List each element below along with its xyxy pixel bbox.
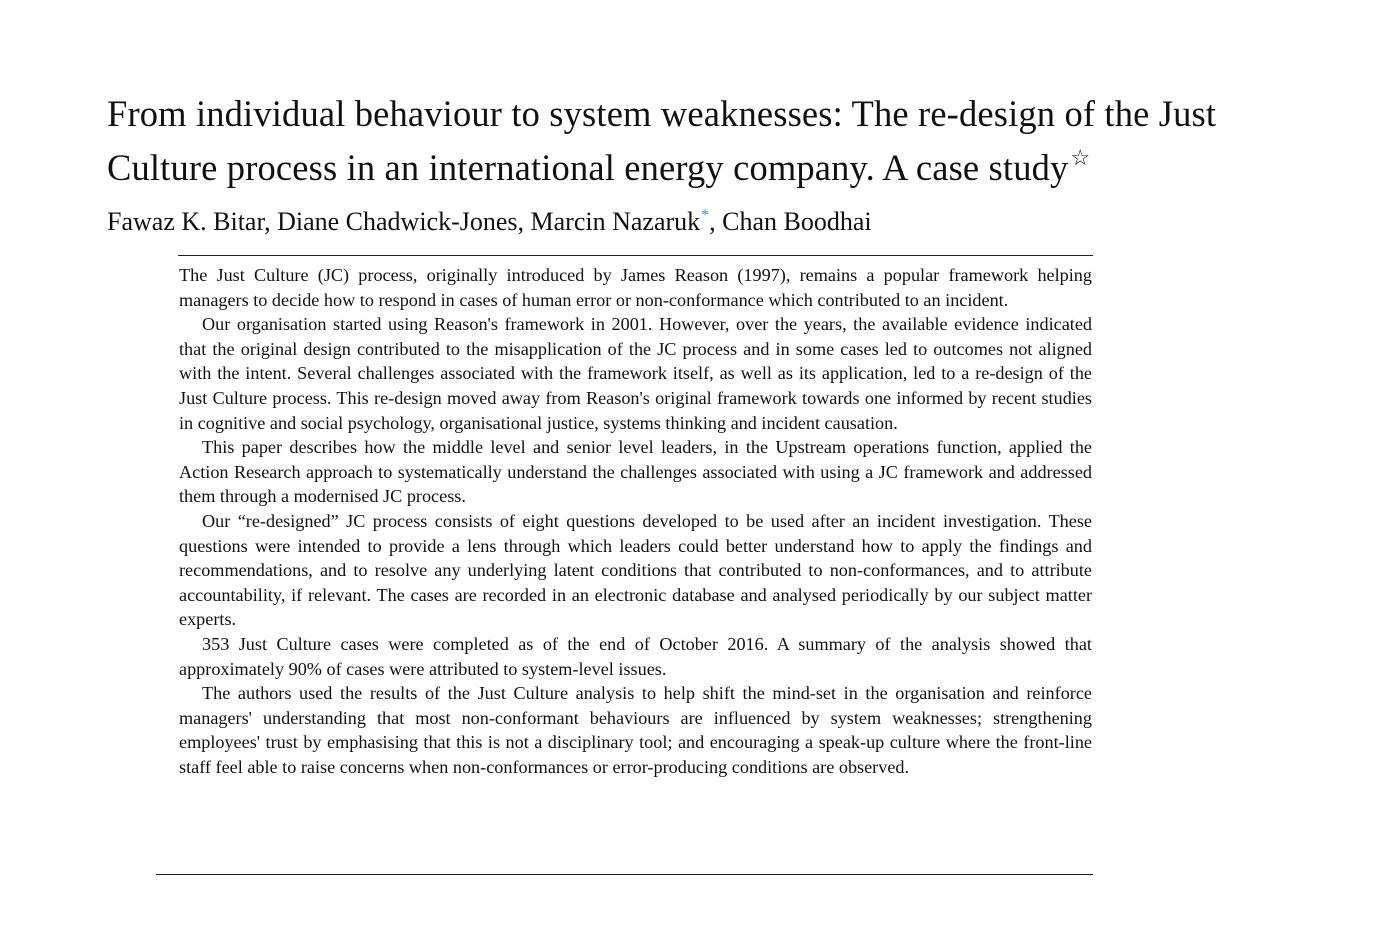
abstract-paragraph: 353 Just Culture cases were completed as of the end of October 2016. A summary of the analysis showed that approximately 90% of cases were attributed to system-level issues. [179,633,1092,679]
corresponding-author-asterisk-icon[interactable]: * [701,207,710,224]
author-names-tail: , Chan Boodhai [709,207,872,236]
abstract-paragraph: The Just Culture (JC) process, originally introduced by James Reason (1997), remains a popular framework helping managers to decide how to respond in cases of human error or non-conformance which contributed to an incident. [179,265,1092,310]
abstract-paragraph: This paper describes how the middle level and senior level leaders, in the Upstream operations function, applied the Action Research approach to systematically understand the challenges associated with using a JC framework and addressed them through a modernised JC process. [179,437,1092,507]
abstract-top-rule [178,255,1093,256]
abstract [179,263,1092,779]
abstract-paragraph: Our organisation started using Reason's framework in 2001. However, over the years, the available evidence indicated that the original design contributed to the misapplication of the JC process and in some cases led to outcomes not aligned with the intent. Several challenges associated with the framework itself, as well as its application, led to a re-design of the Just Culture process. This re-design moved away from Reason's original framework towards one informed by recent studies in cognitive and social psychology, organisational justice, systems thinking and incident causation. [179,314,1092,433]
abstract-paragraph: The authors used the results of the Just Culture analysis to help shift the mind-set in the organisation and reinforce managers' understanding that most non-conformant behaviours are influenced by system weaknesses; strengthening employees' trust by emphasising that this is not a disciplinary tool; and encouraging a speak-up culture where the front-line staff feel able to raise concerns when non-conformances or error-producing conditions are observed. [179,683,1092,777]
abstract-bottom-rule [156,874,1093,875]
author-list [107,198,872,240]
paper-title-text: From individual behaviour to system weaknesses: The re-design of the Just Culture process in an international energy company. A case study [107,93,1217,188]
author-names: Fawaz K. Bitar, Diane Chadwick-Jones, Marcin Nazaruk [107,207,701,236]
abstract-paragraph: Our “re-designed” JC process consists of eight questions developed to be used after an incident investigation. These questions were intended to provide a lens through which leaders could better understand how to apply the findings and recommendations, and to resolve any underlying latent conditions that contributed to non-conformances, and to attribute accountability, if relevant. The cases are recorded in an electronic database and analysed periodically by our subject matter experts. [179,510,1092,630]
title-footnote-star-icon[interactable]: ☆ [1070,145,1091,170]
paper-title [107,92,1307,190]
